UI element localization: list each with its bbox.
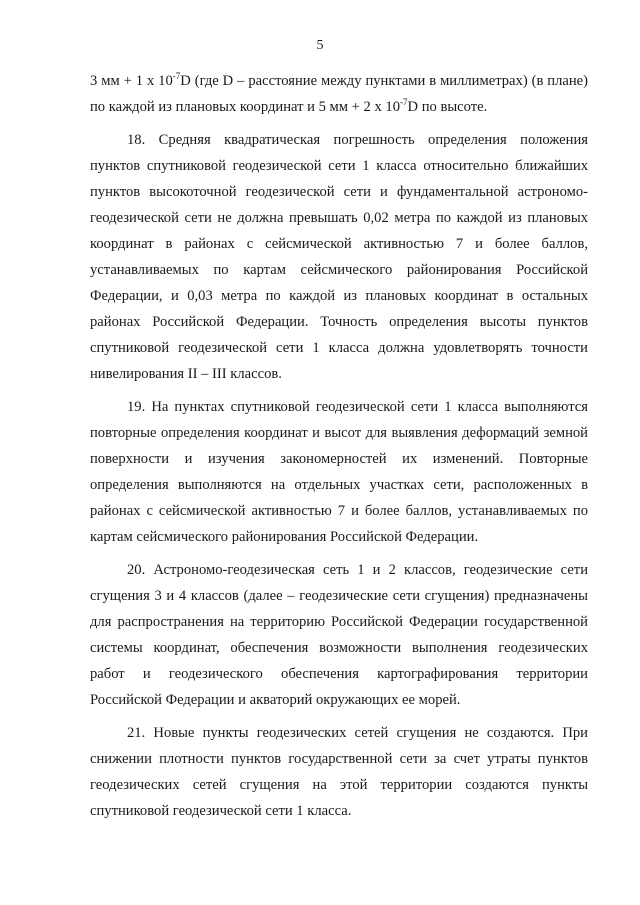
exponent-1: -7 — [172, 71, 181, 82]
paragraph-19: 19. На пунктах спутниковой геодезической сети 1 класса выполняются повторные определения координат и высот для выявления деформаций земной поверхности и изучения закономерностей их изменений. Повторные определения выполняются на отдельных участках сети, расположенных в районах с сейсмической активностью 7 и более баллов, устанавливаемых по картам сейсмического районирования Российской Федерации. — [90, 399, 588, 545]
paragraph-20: 20. Астрономо-геодезическая сеть 1 и 2 классов, геодезические сети сгущения 3 и 4 классов (далее – геодезические сети сгущения) предназначены для распространения на территорию Российской Федерации государственной системы координат, обеспечения возможности выполнения геодезических работ и геодезического обеспечения картографирования территории Российской Федерации и акваторий окружающих ее морей. — [90, 562, 588, 708]
continuation-text-1: 3 мм + 1 х 10 — [90, 73, 173, 89]
paragraph-18: 18. Средняя квадратическая погрешность определения положения пунктов спутниковой геодезической сети 1 класса относительно ближайших пунктов высокоточной геодезической сети и фундаментальной астрономо-геодезической сети не должна превышать 0,02 метра по каждой из плановых координат в районах с сейсмической активностью 7 и более баллов, устанавливаемых по картам сейсмического районирования Российской Федерации, и 0,03 метра по каждой из плановых координат в остальных районах Российской Федерации. Точность определения высоты пунктов спутниковой геодезической сети 1 класса должна удовлетворять точности нивелирования II – III классов. — [90, 132, 588, 382]
document-body — [90, 68, 588, 831]
exponent-2: -7 — [400, 97, 408, 108]
paragraph-21: 21. Новые пункты геодезических сетей сгущения не создаются. При снижении плотности пунктов государственной сети за счет утраты пунктов геодезических сетей сгущения на этой территории создаются пункты спутниковой геодезической сети 1 класса. — [90, 725, 588, 819]
continuation-text-2: D (где D – расстояние между пунктами в миллиметрах) (в плане) по каждой из плановых координат и 5 мм + 2 х 10 — [90, 73, 588, 115]
continuation-text-3: D по высоте. — [407, 99, 488, 115]
continuation-paragraph — [90, 68, 588, 120]
page-number: 5 — [316, 38, 324, 53]
